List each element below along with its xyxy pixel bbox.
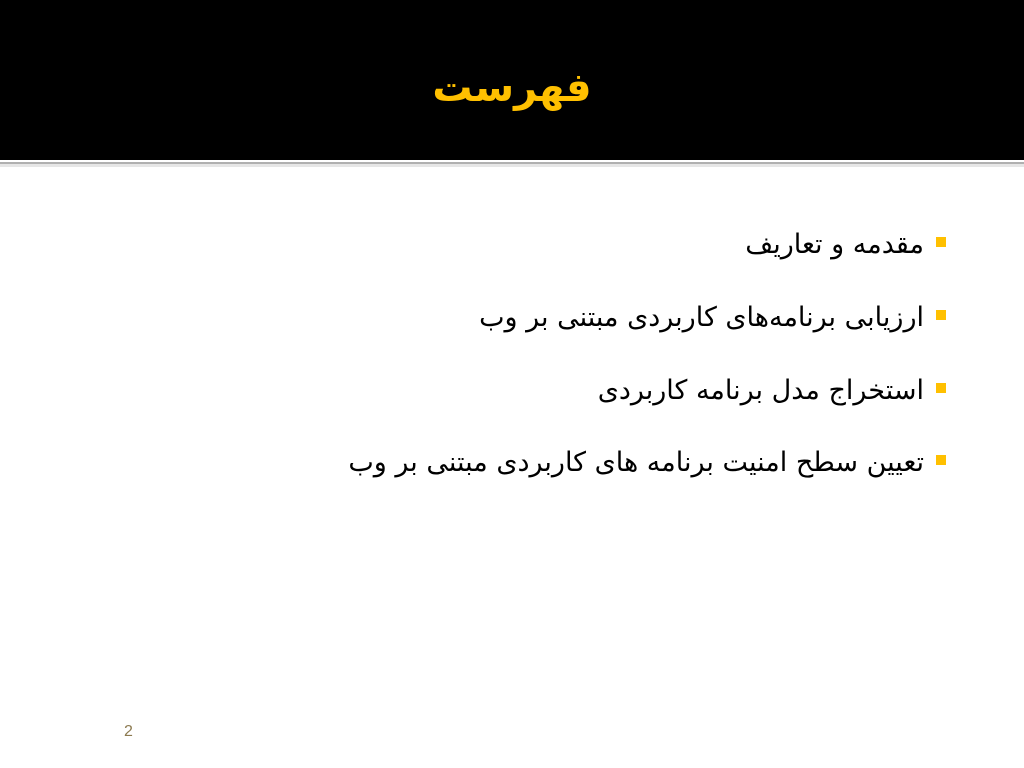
bullet-item <box>86 440 946 486</box>
slide-title: فهرست <box>432 65 592 111</box>
square-bullet-icon <box>936 455 946 465</box>
bullet-item <box>86 295 946 341</box>
bullet-text: استخراج مدل برنامه کاربردی <box>597 375 924 406</box>
bullet-item <box>86 368 946 414</box>
bullet-list <box>86 222 946 513</box>
bullet-item <box>86 222 946 268</box>
square-bullet-icon <box>936 237 946 247</box>
page-number: 2 <box>124 723 133 740</box>
bullet-text: تعیین سطح امنیت برنامه های کاربردی مبتنی بر وب <box>348 447 924 478</box>
square-bullet-icon <box>936 383 946 393</box>
bullet-text: ارزیابی برنامه‌های کاربردی مبتنی بر وب <box>479 302 924 333</box>
square-bullet-icon <box>936 310 946 320</box>
bullet-text: مقدمه و تعاریف <box>745 229 924 260</box>
title-divider <box>0 160 1024 167</box>
